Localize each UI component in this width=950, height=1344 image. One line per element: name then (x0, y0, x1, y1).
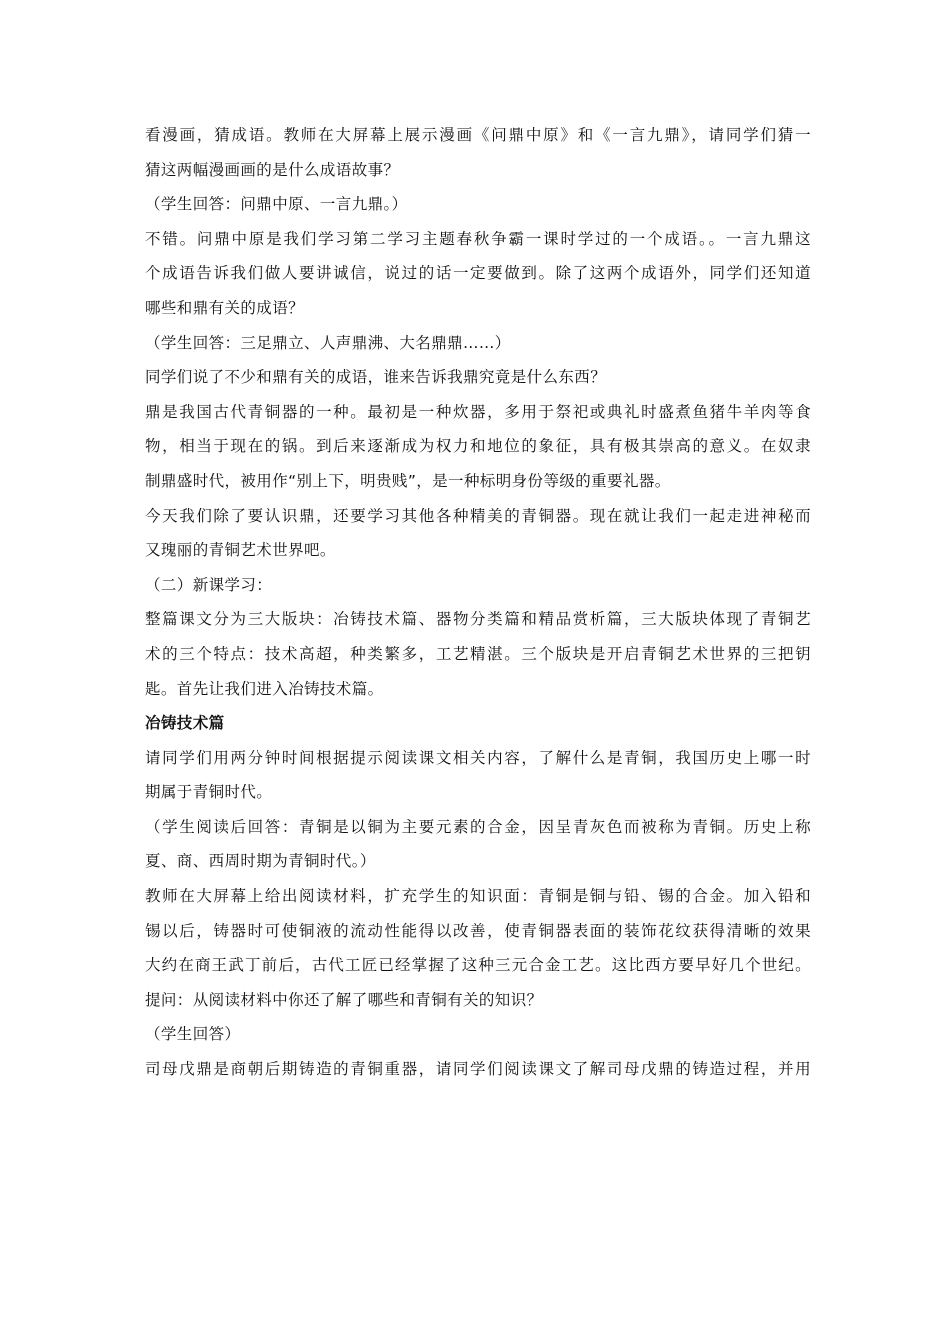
text-line: 整篇课文分为三大版块：冶铸技术篇、器物分类篇和精品赏析篇，三大版块体现了青铜艺 (145, 610, 811, 629)
text-line: 司母戊鼎是商朝后期铸造的青铜重器，请同学们阅读课文了解司母戊鼎的铸造过程，并用 (145, 1060, 811, 1079)
text-line: 不错。问鼎中原是我们学习第二学习主题春秋争霸一课时学过的一个成语。。一言九鼎这 (145, 229, 811, 248)
text-line: 锡以后，铸器时可使铜液的流动性能得以改善，使青铜器表面的装饰花纹获得清晰的效果 (145, 921, 811, 940)
text-line: 今天我们除了要认识鼎，还要学习其他各种精美的青铜器。现在就让我们一起走进神秘而 (145, 506, 811, 525)
text-line: 术的三个特点：技术高超，种类繁多，工艺精湛。三个版块是开启青铜艺术世界的三把钥 (145, 644, 811, 663)
text-line: 匙。首先让我们进入冶铸技术篇。 (145, 679, 384, 698)
section-label: （二）新课学习： (145, 575, 273, 594)
text-line: 猜这两幅漫画画的是什么成语故事？ (145, 160, 400, 179)
text-line: 期属于青铜时代。 (145, 783, 273, 802)
text-line: 大约在商王武丁前后，古代工匠已经掌握了这种三元合金工艺。这比西方要早好几个世纪。 (145, 956, 811, 975)
text-line: 夏、商、西周时期为青铜时代。） (145, 852, 376, 871)
text-line: 物，相当于现在的锅。到后来逐渐成为权力和地位的象征，具有极其崇高的意义。在奴隶 (145, 437, 811, 456)
text-line: 又瑰丽的青铜艺术世界吧。 (145, 541, 336, 560)
text-line: 同学们说了不少和鼎有关的成语，谁来告诉我鼎究竟是什么东西？ (145, 368, 607, 387)
text-line: 个成语告诉我们做人要讲诚信，说过的话一定要做到。除了这两个成语外，同学们还知道 (145, 264, 811, 283)
text-line: 教师在大屏幕上给出阅读材料，扩充学生的知识面：青铜是铜与铅、锡的合金。加入铅和 (145, 887, 811, 906)
text-line: 提问：从阅读材料中你还了解了哪些和青铜有关的知识？ (145, 990, 543, 1009)
text-line: （学生回答） (145, 1025, 241, 1044)
section-heading: 冶铸技术篇 (145, 714, 225, 733)
text-line: 看漫画，猜成语。教师在大屏幕上展示漫画《问鼎中原》和《一言九鼎》，请同学们猜一 (145, 126, 811, 144)
text-line: （学生回答：问鼎中原、一言九鼎。） (145, 195, 408, 214)
text-line: 鼎是我国古代青铜器的一种。最初是一种炊器，多用于祭祀或典礼时盛煮鱼猪牛羊肉等食 (145, 402, 811, 421)
text-line: 制鼎盛时代，被用作“别上下，明贵贱”，是一种标明身份等级的重要礼器。 (145, 471, 671, 490)
text-line: （学生回答：三足鼎立、人声鼎沸、大名鼎鼎……） (145, 333, 511, 352)
document-body (145, 118, 811, 1087)
text-line: （学生阅读后回答：青铜是以铜为主要元素的合金，因呈青灰色而被称为青铜。历史上称 (145, 817, 811, 836)
text-line: 哪些和鼎有关的成语？ (145, 298, 305, 317)
text-line: 请同学们用两分钟时间根据提示阅读课文相关内容，了解什么是青铜，我国历史上哪一时 (145, 748, 811, 767)
